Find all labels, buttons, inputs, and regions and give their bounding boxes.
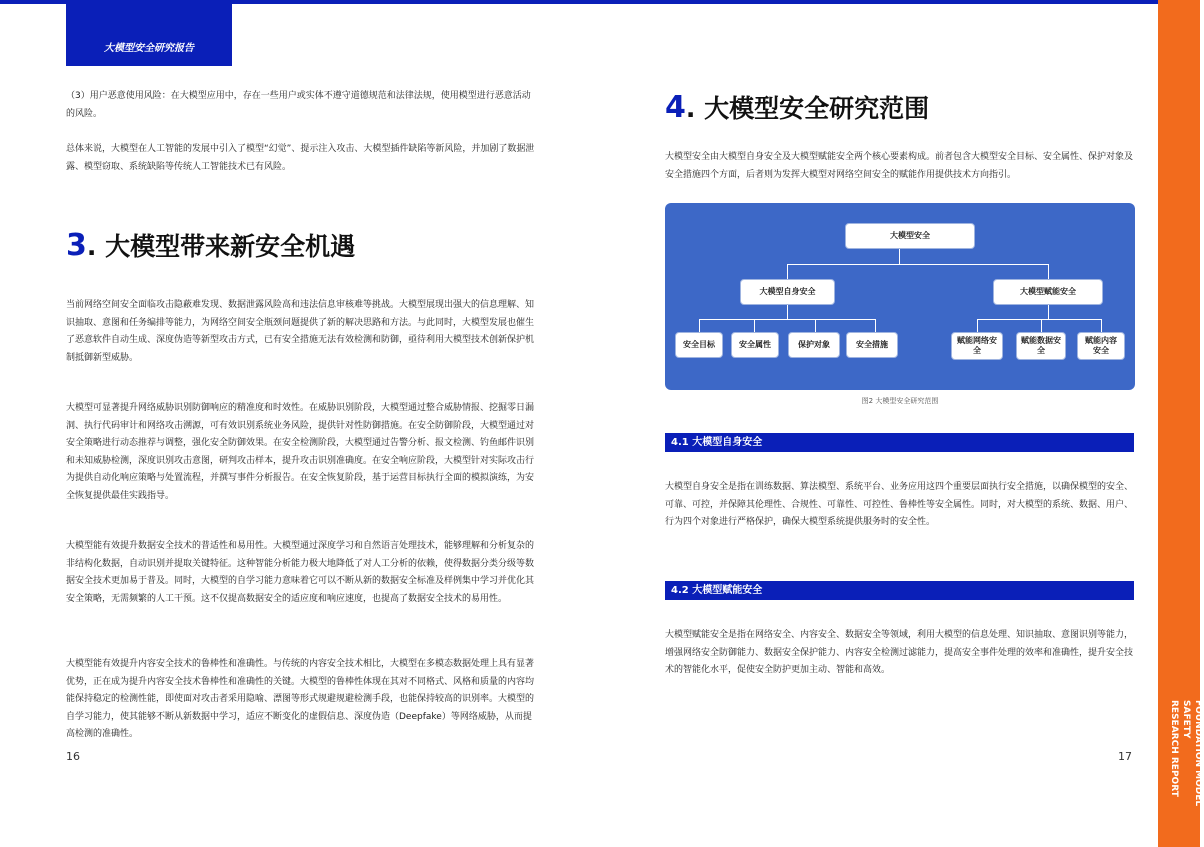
connector — [754, 319, 755, 332]
leaf-security-measure: 安全措施 — [846, 332, 898, 358]
paragraph-scope-intro: 大模型安全由大模型自身安全及大模型赋能安全两个核心要素构成。前者包含大模型安全目标、安全属性、保护对象及安全措施四个方面，后者则为发挥大模型对网络空间安全的赋能作用提供技术方向指引。 — [665, 152, 1134, 180]
section-3-heading — [66, 228, 355, 265]
paragraph-self-security: 大模型自身安全是指在训练数据、算法模型、系统平台、业务应用这四个重要层面执行安全措施，以确保模型的安全、可靠、可控，并保障其伦理性、合规性、可靠性、可控性、鲁棒性等安全属性。同时，对大模型的系统、数据、用户、行为四个对象进行严格保护，确保大模型系统提供服务时的安全性。 — [665, 482, 1134, 527]
side-report-title — [1168, 700, 1204, 847]
paragraph-content-security: 大模型能有效提升内容安全技术的鲁棒性和准确性。与传统的内容安全技术相比，大模型在多模态数据处理上具有显著优势，正在成为提升内容安全技术鲁棒性和准确性的关键。大模型的鲁棒性体现在其对不同格式、风格和质量的内容均能保持稳定的检测性能，即使面对攻击者采用隐喻、漂图等形式规避规避检测手段，也能保持较高的识别率。大模型的自学习能力，使其能够不断从新数据中学习，适应不断变化的虚假信息、深度伪造（Deepfake）等网络威胁，从而提高检测的准确性。 — [66, 659, 535, 739]
paragraph-threat-response: 大模型可显著提升网络威胁识别防御响应的精准度和时效性。在威胁识别阶段，大模型通过整合威胁情报、挖掘零日漏洞、执行代码审计和网络攻击溯源，可有效识别系统业务风险，提供针对性防御措施。在安全防御阶段，大模型通过对安全策略进行动态推荐与调整，强化安全防御效果。在安全检测阶段，大模型通过告警分析、报文检测、钓鱼邮件识别和未知威胁检测，深度识别攻击意图，研判攻击样本，提升攻击识别准确度。在安全响应阶段，大模型针对实际攻击行为提供自动化响应策略与处置流程，并撰写事件分析报告。在安全恢复阶段，基于运营目标执行全面的模拟演练，为安全恢复提供最佳实践指导。 — [66, 403, 535, 501]
connector — [977, 319, 1102, 320]
node-self-security: 大模型自身安全 — [740, 279, 835, 305]
connector — [899, 249, 900, 264]
node-root: 大模型安全 — [845, 223, 975, 249]
leaf-security-attribute: 安全属性 — [731, 332, 779, 358]
connector — [787, 264, 1048, 265]
scope-diagram — [665, 203, 1135, 390]
report-header-tab: 大模型安全研究报告 — [66, 0, 232, 66]
side-title-line1: FOUNDATION MODEL SAFETY — [1181, 700, 1203, 807]
section-4-heading — [665, 90, 929, 127]
leaf-enable-content: 赋能内容安全 — [1077, 332, 1125, 360]
connector — [875, 319, 876, 332]
connector — [977, 319, 978, 332]
connector — [815, 319, 816, 332]
section-4-2-bar: 4.2 大模型赋能安全 — [665, 581, 1134, 600]
leaf-security-goal: 安全目标 — [675, 332, 723, 358]
connector — [699, 319, 700, 332]
connector — [787, 264, 788, 279]
node-enabling-security: 大模型赋能安全 — [993, 279, 1103, 305]
leaf-enable-network: 赋能网络安全 — [951, 332, 1003, 360]
paragraph-opportunity: 当前网络空间安全面临攻击隐蔽难发现、数据泄露风险高和违法信息审核难等挑战。大模型展现出强大的信息理解、知识抽取、意图和任务编排等能力，为网络空间安全瓶颈问题提供了新的解决思路和方法。与此同时，大模型发展也催生了恶意软件自动生成、深度伪造等新型攻击方式，已有安全措施无法有效检测和防御，亟待利用大模型技术创新保护机制抵御新型威胁。 — [66, 300, 535, 363]
figure-caption: 图2 大模型安全研究范围 — [861, 397, 939, 405]
page-number-left: 16 — [66, 750, 80, 763]
section-4-1-bar: 4.1 大模型自身安全 — [665, 433, 1134, 452]
leaf-protected-object: 保护对象 — [788, 332, 840, 358]
section-4-title: . 大模型安全研究范围 — [685, 94, 930, 123]
paragraph-user-risk: （3）用户恶意使用风险：在大模型应用中，存在一些用户或实体不遵守道德规范和法律法规，使用模型进行恶意活动的风险。 — [66, 91, 531, 119]
connector — [1101, 319, 1102, 332]
paragraph-summary: 总体来说，大模型在人工智能的发展中引入了模型“幻觉”、提示注入攻击、大模型插件缺陷等新风险，并加剧了数据泄露、模型窃取、系统缺陷等传统人工智能技术已有风险。 — [66, 144, 535, 172]
section-3-title: . 大模型带来新安全机遇 — [86, 232, 356, 261]
paragraph-enabling-security: 大模型赋能安全是指在网络安全、内容安全、数据安全等领域，利用大模型的信息处理、知识抽取、意图识别等能力，增强网络安全防御能力、数据安全保护能力、内容安全检测过滤能力，提高安全事件处理的效率和准确性，提升安全技术的智能化水平，促使安全防护更加主动、智能和高效。 — [665, 630, 1134, 675]
leaf-enable-data: 赋能数据安全 — [1016, 332, 1066, 360]
connector — [1041, 319, 1042, 332]
connector — [699, 319, 876, 320]
connector — [1048, 305, 1049, 319]
side-title-line2: RESEARCH REPORT — [1169, 700, 1179, 797]
page-number-right: 17 — [1118, 750, 1132, 763]
section-4-number: 4 — [665, 90, 686, 125]
section-3-number: 3 — [66, 228, 87, 263]
connector — [787, 305, 788, 319]
connector — [1048, 264, 1049, 279]
paragraph-data-security: 大模型能有效提升数据安全技术的普适性和易用性。大模型通过深度学习和自然语言处理技术，能够理解和分析复杂的非结构化数据，自动识别并提取关键特征。这种智能分析能力极大地降低了对人工分析的依赖，使得数据分类分级等数据安全技术更加易于普及。同时，大模型的自学习能力意味着它可以不断从新的数据安全标准及样例集中学习并优化其安全策略，无需频繁的人工干预。这不仅提高数据安全的适应度和响应速度，也提高了数据安全技术的易用性。 — [66, 541, 535, 604]
